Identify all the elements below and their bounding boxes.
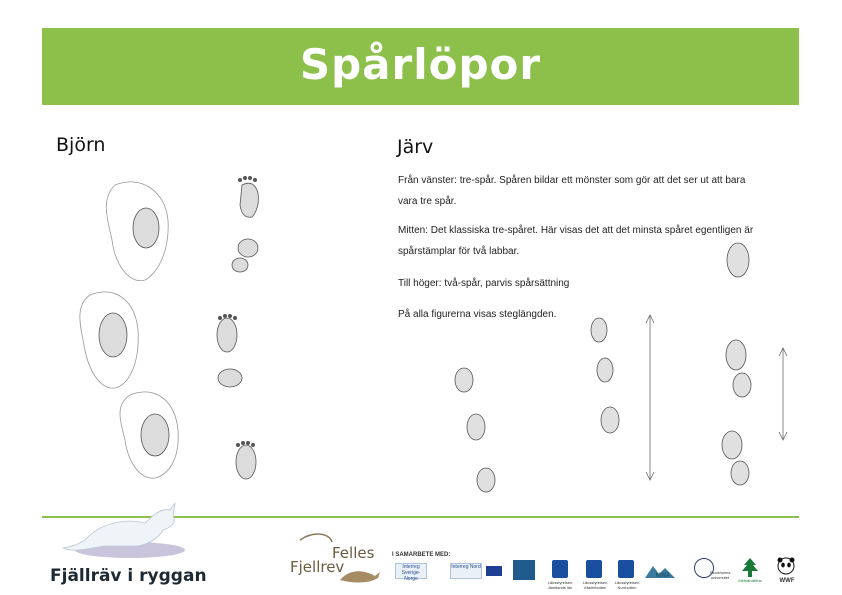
wolverine-heading: Järv: [397, 136, 434, 158]
bear-tracks-illustration: [70, 170, 280, 500]
partner-name: Interreg Sverige-Norge: [401, 564, 421, 582]
felles-logo-text: Felles: [332, 544, 375, 562]
partner-name: Länsstyrelsen Norrbotten: [614, 580, 640, 590]
nina-text: NINA: [655, 573, 671, 579]
metsahallitus-tree-icon: [740, 557, 760, 579]
wolverine-tracks-illustration: [440, 230, 800, 510]
partner-name: Länsstyrelsen Västerbotten: [582, 580, 608, 590]
crown-crest-icon: [586, 560, 602, 578]
bear-heading: Björn: [56, 134, 106, 156]
wwf-text: WWF: [779, 578, 795, 584]
partners-label: I SAMARBETE MED:: [392, 552, 451, 558]
description-paragraph-2: Mitten: Det klassiska tre-spåret. Här visas det att det minsta spåret egentligen är spårstämplar för två labbar.: [398, 225, 754, 257]
partner-name: Metsähallitus: [738, 578, 762, 583]
crown-crest-icon: [618, 560, 634, 578]
lansstyrelsen-logo-icon: [513, 560, 535, 580]
partner-name: Interreg Nord: [451, 564, 481, 570]
page-title: Spårlöpor: [299, 40, 542, 89]
fjallrav-i-ryggan-logo: Fjällräv i ryggan: [50, 566, 207, 586]
interreg-nord-logo: [450, 563, 482, 579]
eu-flag-icon: [486, 566, 502, 576]
crown-crest-icon: [552, 560, 568, 578]
fjellrev-logo-text: Fjellrev: [290, 558, 345, 576]
description-paragraph-1: Från vänster: tre-spår. Spåren bildar ett mönster som gör att det ser ut att bara vara tre spår.: [398, 175, 746, 207]
description-paragraph-3: Till höger: två-spår, parvis spårsättning: [398, 278, 570, 289]
partner-name: Stockholms universitet: [709, 570, 731, 580]
description-paragraph-4: På alla figurerna visas steglängden.: [398, 309, 557, 320]
title-banner: [42, 28, 799, 105]
arctic-fox-icon: [45, 488, 185, 558]
partner-name: Länsstyrelsen Jämtlands län: [547, 580, 573, 590]
interreg-sverige-norge-logo: [395, 563, 427, 582]
